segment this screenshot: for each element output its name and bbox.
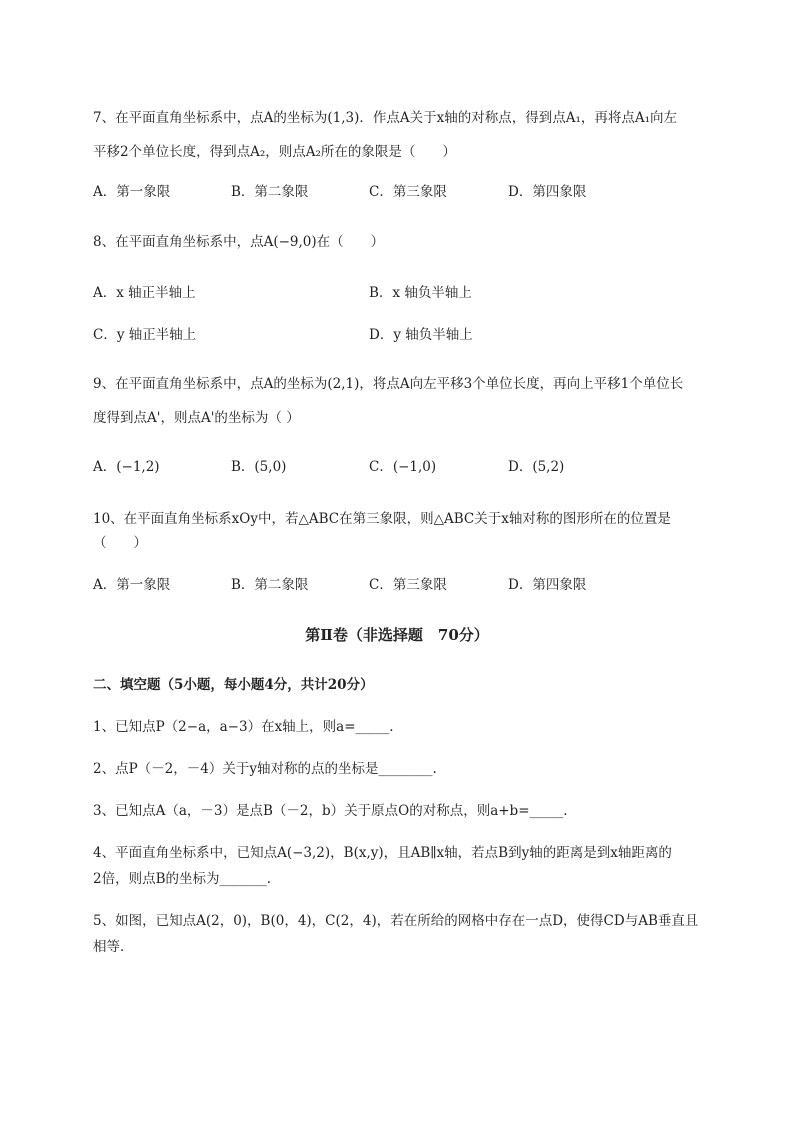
q8-option-a: A．x 轴正半轴上 bbox=[93, 285, 196, 301]
fill-blank-heading: 二、填空题（5小题，每小题4分，共计20分） bbox=[93, 677, 374, 693]
q9-option-a: A．(−1,2) bbox=[93, 459, 160, 475]
fill-q2: 2、点P（－2，－4）关于y轴对称的点的坐标是________. bbox=[93, 761, 437, 777]
q9-option-d: D．(5,2) bbox=[508, 459, 565, 475]
q7-option-c: C．第三象限 bbox=[369, 184, 447, 200]
q9-line-1: 9、在平面直角坐标系中，点A的坐标为(2,1)，将点A向左平移3个单位长度，再向上平移1个单位长 bbox=[93, 376, 684, 392]
fill-q4-line-2: 2倍，则点B的坐标为_______. bbox=[93, 871, 272, 887]
q9-line-2: 度得到点A'，则点A'的坐标为（ ） bbox=[93, 410, 300, 426]
fill-q5-line-1: 5、如图，已知点A(2，0)，B(0，4)，C(2，4)，若在所给的网格中存在一点D，使得CD与AB垂直且 bbox=[93, 913, 699, 929]
q7-line-2: 平移2个单位长度，得到点A₂，则点A₂所在的象限是（ ） bbox=[93, 144, 456, 160]
q8-line-1: 8、在平面直角坐标系中，点A(−9,0)在（ ） bbox=[93, 234, 385, 250]
q8-option-c: C．y 轴正半轴上 bbox=[93, 327, 197, 343]
q7-line-1: 7、在平面直角坐标系中，点A的坐标为(1,3)．作点A关于x轴的对称点，得到点A₁，再将点A₁向左 bbox=[93, 110, 678, 126]
q8-option-b: B．x 轴负半轴上 bbox=[369, 285, 472, 301]
fill-q5-line-2: 相等． bbox=[93, 939, 134, 955]
fill-q4-line-1: 4、平面直角坐标系中，已知点A(−3,2)，B(x,y)，且AB∥x轴，若点B到y轴的距离是到x轴距离的 bbox=[93, 845, 672, 861]
q10-option-b: B．第二象限 bbox=[231, 577, 309, 593]
section-2-title: 第Ⅱ卷（非选择题 70分） bbox=[305, 626, 489, 644]
fill-q3: 3、已知点A（a，－3）是点B（－2，b）关于原点O的对称点，则a+b=_____. bbox=[93, 803, 568, 819]
q7-option-a: A．第一象限 bbox=[93, 184, 171, 200]
q9-option-c: C．(−1,0) bbox=[369, 459, 437, 475]
q8-option-d: D．y 轴负半轴上 bbox=[369, 327, 473, 343]
q10-line-1: 10、在平面直角坐标系xOy中，若△ABC在第三象限，则△ABC关于x轴对称的图形所在的位置是 bbox=[93, 511, 671, 527]
q10-option-c: C．第三象限 bbox=[369, 577, 447, 593]
fill-q1: 1、已知点P（2−a，a−3）在x轴上，则a=_____. bbox=[93, 719, 394, 735]
q7-option-d: D．第四象限 bbox=[508, 184, 587, 200]
q9-option-b: B．(5,0) bbox=[231, 459, 287, 475]
q10-option-d: D．第四象限 bbox=[508, 577, 587, 593]
q7-option-b: B．第二象限 bbox=[231, 184, 309, 200]
q10-line-2: （ ） bbox=[93, 535, 147, 551]
q10-option-a: A．第一象限 bbox=[93, 577, 171, 593]
